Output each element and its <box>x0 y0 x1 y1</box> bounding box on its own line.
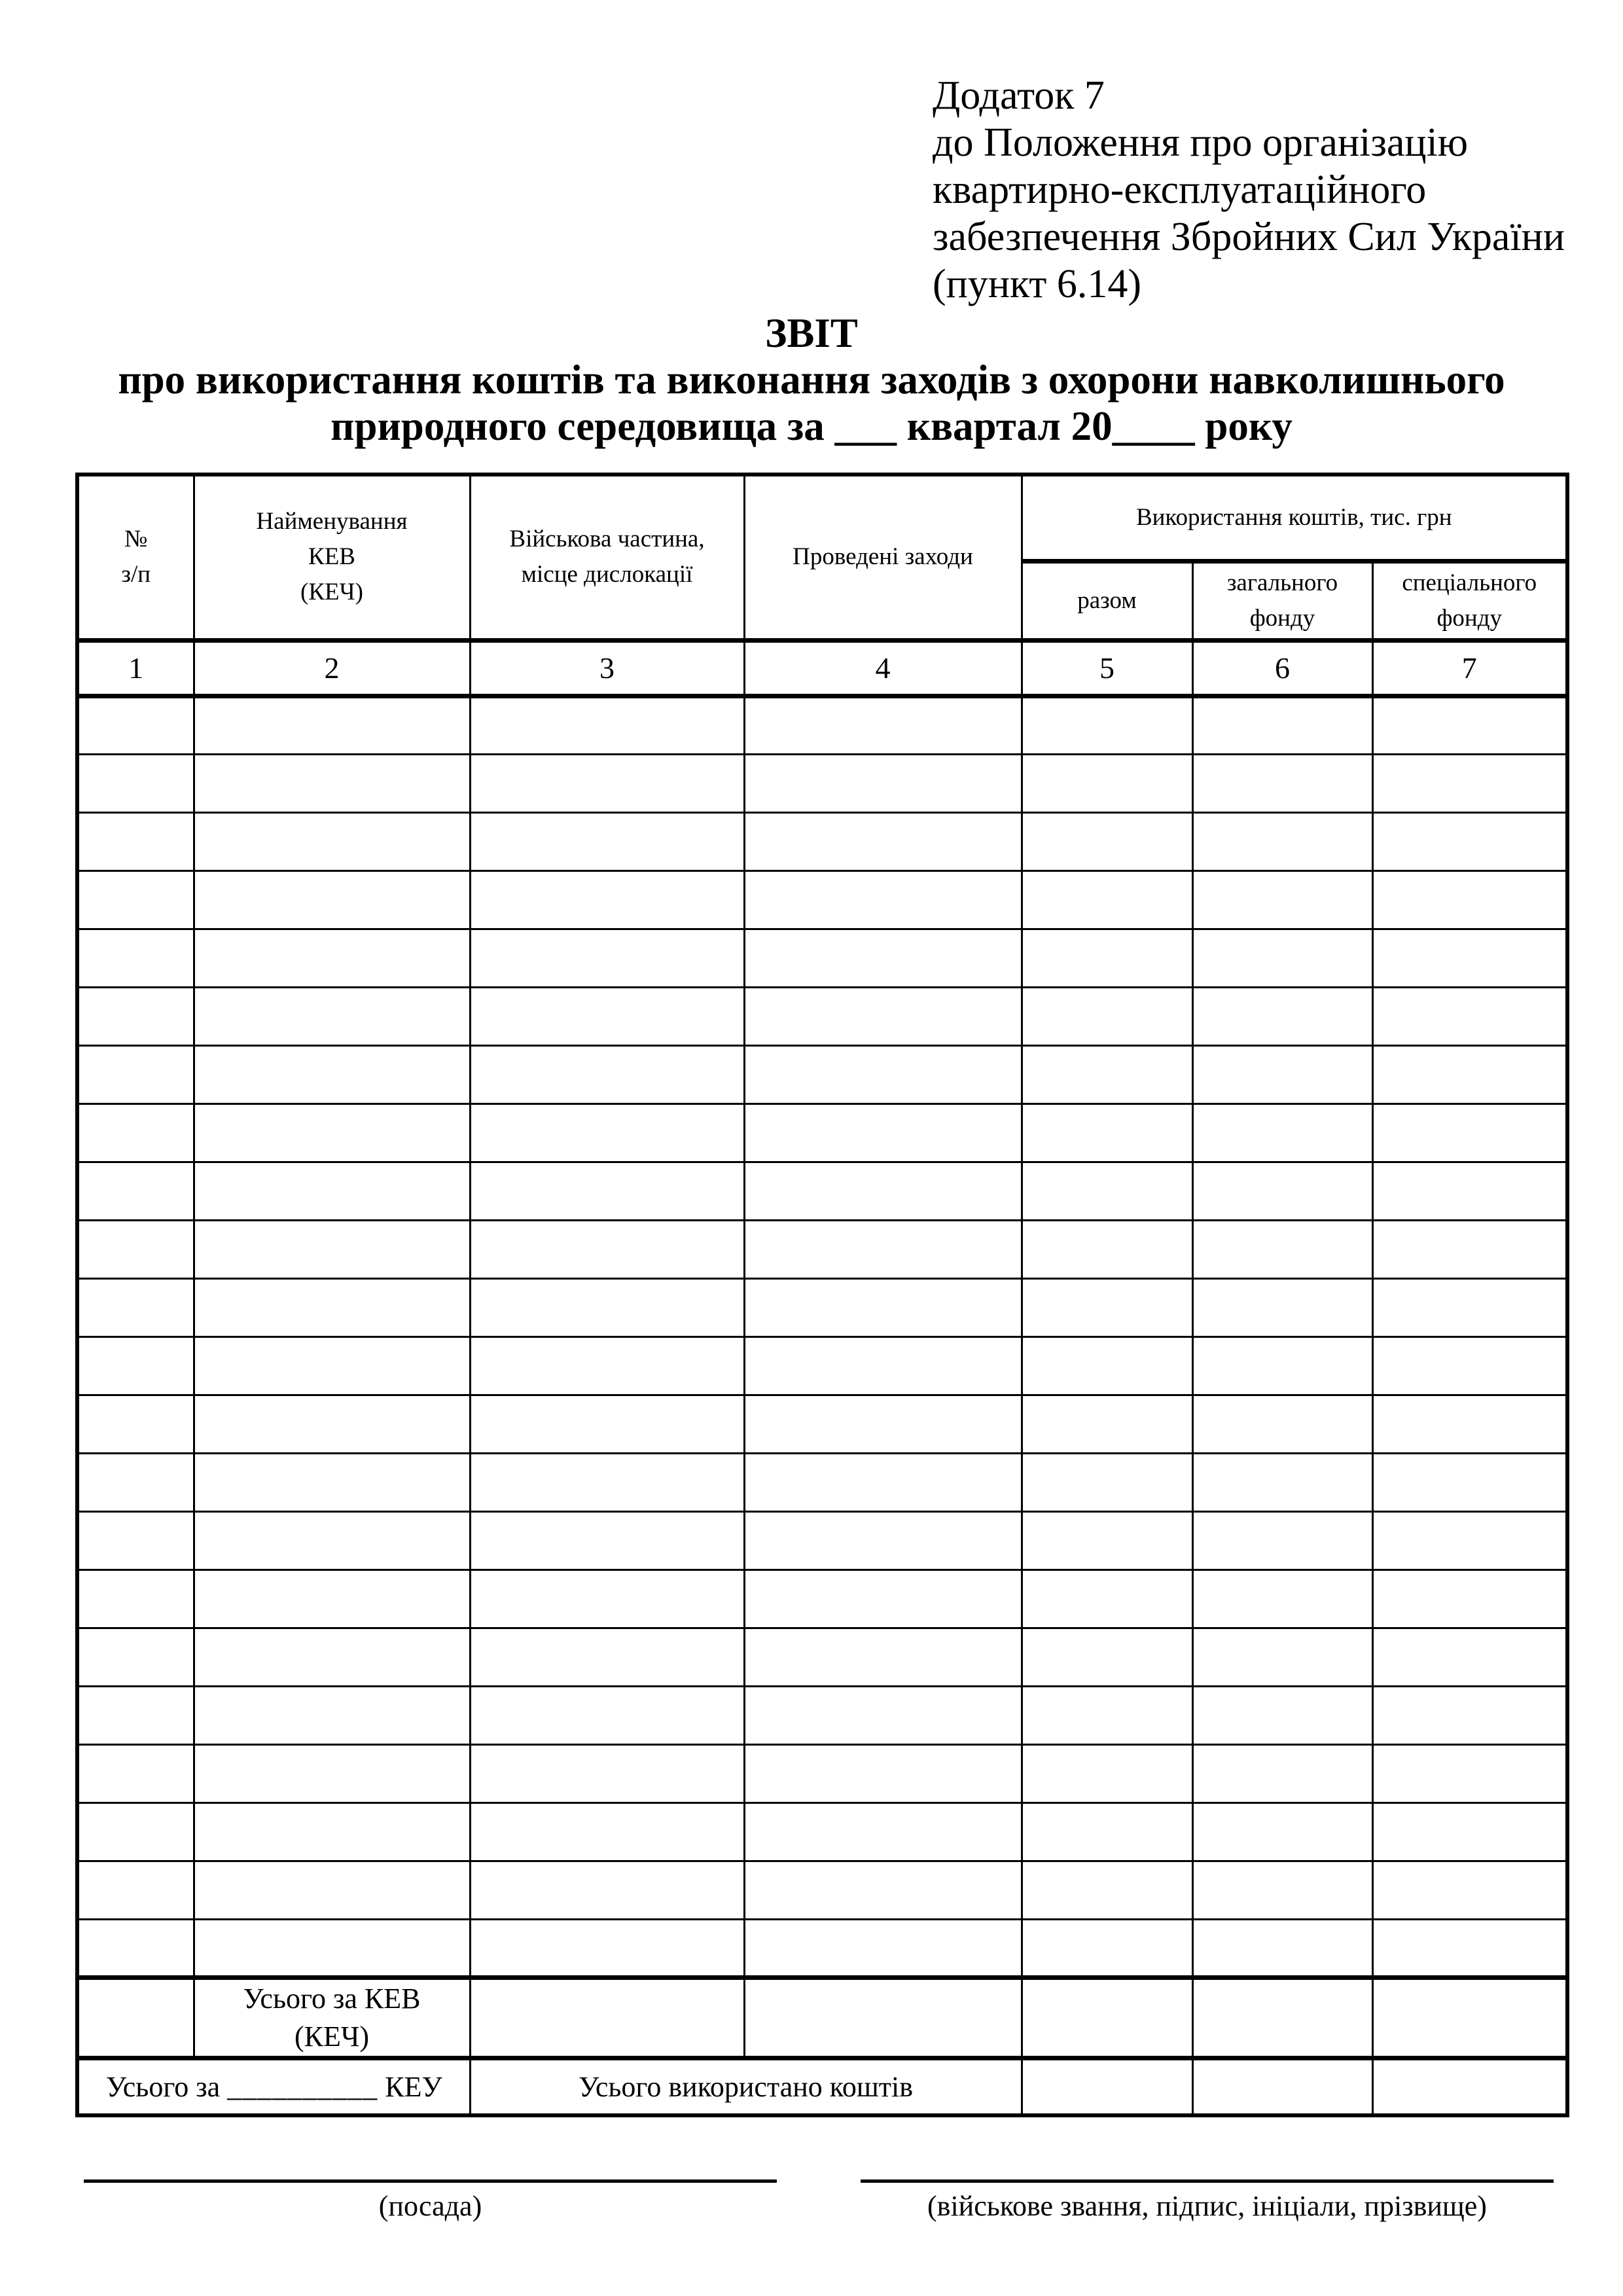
empty-cell <box>77 1336 194 1395</box>
empty-cell <box>1022 1919 1192 1977</box>
header-col-general-fund <box>1192 561 1372 640</box>
empty-cell <box>194 1511 470 1570</box>
empty-cell <box>77 1278 194 1336</box>
empty-cell <box>1192 1395 1372 1453</box>
empty-cell <box>1192 1570 1372 1628</box>
empty-cell <box>194 1220 470 1278</box>
empty-cell <box>470 1278 744 1336</box>
empty-cell <box>744 1103 1022 1162</box>
empty-cell <box>1372 754 1567 812</box>
empty-cell <box>1372 987 1567 1045</box>
total-used-value-special <box>1372 2058 1567 2115</box>
empty-cell <box>470 1103 744 1162</box>
table-row <box>77 812 1567 870</box>
empty-cell <box>194 1278 470 1336</box>
table-row <box>77 987 1567 1045</box>
empty-cell <box>470 1628 744 1686</box>
empty-cell <box>1192 987 1372 1045</box>
empty-cell <box>77 987 194 1045</box>
empty-cell <box>1372 1162 1567 1220</box>
empty-cell <box>744 1686 1022 1744</box>
table-row <box>77 754 1567 812</box>
header-col-special-fund <box>1372 561 1567 640</box>
empty-cell <box>194 1336 470 1395</box>
total-kev-row <box>77 1977 1567 2058</box>
empty-cell <box>744 812 1022 870</box>
empty-cell <box>77 696 194 754</box>
empty-cell <box>194 929 470 987</box>
empty-cell <box>1372 812 1567 870</box>
empty-cell <box>77 1686 194 1744</box>
table-row <box>77 696 1567 754</box>
empty-cell <box>470 1803 744 1861</box>
empty-cell <box>470 1686 744 1744</box>
empty-cell <box>77 1803 194 1861</box>
empty-cell <box>470 754 744 812</box>
empty-cell <box>1372 1045 1567 1103</box>
table-row <box>77 1744 1567 1803</box>
report-title-word: ЗВІТ <box>765 310 858 356</box>
empty-cell <box>1372 1628 1567 1686</box>
empty-cell <box>1372 1336 1567 1395</box>
empty-cell <box>1022 1395 1192 1453</box>
empty-cell <box>1022 1220 1192 1278</box>
total-keu-row <box>77 2058 1567 2115</box>
signature-position-caption: (посада) <box>378 2190 482 2222</box>
header-col-total: разом <box>1022 561 1192 640</box>
table-row <box>77 1861 1567 1919</box>
empty-cell <box>1022 754 1192 812</box>
empty-cell <box>1372 1511 1567 1570</box>
empty-cell <box>1022 696 1192 754</box>
table-row <box>77 1103 1567 1162</box>
empty-cell <box>744 1162 1022 1220</box>
empty-cell <box>77 1919 194 1977</box>
empty-cell <box>77 1103 194 1162</box>
empty-cell <box>744 1336 1022 1395</box>
empty-cell <box>194 1453 470 1511</box>
empty-cell <box>194 1628 470 1686</box>
total-used-value-razom <box>1022 2058 1192 2115</box>
empty-cell <box>77 1453 194 1511</box>
empty-cell <box>470 1220 744 1278</box>
empty-cell <box>194 1395 470 1453</box>
empty-cell <box>1022 1453 1192 1511</box>
header-unit-line1: Військова частина, <box>509 526 705 553</box>
table-row <box>77 1162 1567 1220</box>
empty-cell <box>744 1744 1022 1803</box>
empty-cell <box>1192 696 1372 754</box>
total-used-value-general <box>1192 2058 1372 2115</box>
empty-cell <box>1192 1861 1372 1919</box>
empty-cell <box>470 1919 744 1977</box>
empty-cell <box>77 1220 194 1278</box>
empty-cell <box>194 1103 470 1162</box>
empty-cell <box>1192 1162 1372 1220</box>
total-keu-blank-line: __________ <box>227 2070 378 2103</box>
empty-cell <box>1022 1103 1192 1162</box>
report-title <box>0 310 1623 450</box>
empty-cell <box>744 1570 1022 1628</box>
empty-cell <box>470 696 744 754</box>
total-keu-suffix: КЕУ <box>385 2070 442 2103</box>
column-number-cell-3: 3 <box>470 640 744 696</box>
empty-cell <box>194 1803 470 1861</box>
empty-cell <box>1192 929 1372 987</box>
column-number-cell-1: 1 <box>77 640 194 696</box>
empty-cell <box>470 1336 744 1395</box>
empty-cell <box>1372 1395 1567 1453</box>
empty-cell <box>1022 1336 1192 1395</box>
empty-cell <box>470 1162 744 1220</box>
empty-cell <box>1192 1919 1372 1977</box>
empty-cell <box>77 812 194 870</box>
empty-cell <box>194 1162 470 1220</box>
empty-cell <box>1022 812 1192 870</box>
empty-cell <box>1372 1803 1567 1861</box>
report-title-line-3: природного середовища за ___ квартал 20____ року <box>330 403 1293 449</box>
table-row <box>77 1686 1567 1744</box>
header-col-num <box>77 475 194 640</box>
empty-cell <box>1372 1570 1567 1628</box>
header-col-military-unit <box>470 475 744 640</box>
empty-cell <box>470 870 744 929</box>
empty-cell <box>1022 1628 1192 1686</box>
empty-cell <box>194 1919 470 1977</box>
empty-cell <box>744 1453 1022 1511</box>
empty-cell <box>1022 1803 1192 1861</box>
empty-cell <box>744 1803 1022 1861</box>
empty-cell <box>194 754 470 812</box>
empty-cell <box>1192 1336 1372 1395</box>
appendix-line-4: забезпечення Збройних Сил України <box>933 215 1565 259</box>
empty-cell <box>1192 754 1372 812</box>
header-num-line2: з/п <box>121 561 151 588</box>
empty-cell <box>1022 987 1192 1045</box>
report-title-line-2: про використання коштів та виконання заходів з охорони навколишнього <box>118 357 1505 403</box>
empty-cell <box>1372 929 1567 987</box>
header-num-line1: № <box>124 526 148 553</box>
empty-cell <box>744 870 1022 929</box>
empty-cell <box>1372 1103 1567 1162</box>
empty-cell <box>1372 1278 1567 1336</box>
empty-cell <box>1372 1744 1567 1803</box>
empty-cell <box>744 1278 1022 1336</box>
empty-cell <box>1192 1278 1372 1336</box>
empty-cell <box>470 812 744 870</box>
header-unit-line2: місце дислокації <box>521 561 693 588</box>
empty-cell <box>1372 1220 1567 1278</box>
empty-cell <box>470 987 744 1045</box>
empty-cell <box>1372 1686 1567 1744</box>
empty-cell <box>1022 1744 1192 1803</box>
header-col-kev-name <box>194 475 470 640</box>
empty-cell <box>1022 1861 1192 1919</box>
empty-cell <box>1022 1162 1192 1220</box>
appendix-line-5: (пункт 6.14) <box>933 262 1142 306</box>
empty-cell <box>194 1570 470 1628</box>
empty-cell <box>744 987 1022 1045</box>
signature-rank-name <box>861 2179 1554 2223</box>
empty-cell <box>1022 1686 1192 1744</box>
empty-cell <box>744 1395 1022 1453</box>
empty-cell <box>77 1744 194 1803</box>
empty-cell <box>744 1919 1022 1977</box>
signature-rank-name-caption: (військове звання, підпис, ініціали, прізвище) <box>927 2190 1487 2222</box>
header-row-top <box>77 475 1567 561</box>
empty-cell <box>1192 1045 1372 1103</box>
empty-cell <box>1022 929 1192 987</box>
table-row <box>77 1453 1567 1511</box>
table-row <box>77 1919 1567 1977</box>
empty-cell <box>194 1744 470 1803</box>
empty-cell <box>1192 1103 1372 1162</box>
table-row <box>77 870 1567 929</box>
header-col-measures: Проведені заходи <box>744 475 1022 640</box>
empty-cell <box>77 1511 194 1570</box>
empty-cell <box>1192 1628 1372 1686</box>
empty-cell <box>1192 1744 1372 1803</box>
total-used-label-cell: Усього використано коштів <box>470 2058 1022 2115</box>
header-name-line3: (КЕЧ) <box>300 579 363 606</box>
empty-cell <box>470 1511 744 1570</box>
empty-cell <box>77 1395 194 1453</box>
empty-cell <box>1372 870 1567 929</box>
empty-cell <box>77 1628 194 1686</box>
column-number-cell-5: 5 <box>1022 640 1192 696</box>
empty-cell <box>194 1861 470 1919</box>
total-kev-label-cell <box>194 1977 470 2058</box>
empty-cell <box>744 696 1022 754</box>
empty-cell <box>194 870 470 929</box>
empty-cell <box>77 1570 194 1628</box>
empty-cell <box>470 1045 744 1103</box>
empty-cell <box>194 812 470 870</box>
empty-cell <box>77 1861 194 1919</box>
column-number-cell-7: 7 <box>1372 640 1567 696</box>
table-row <box>77 1336 1567 1395</box>
header-name-line1: Найменування <box>256 508 408 535</box>
empty-cell <box>1372 1453 1567 1511</box>
empty-cell <box>470 1395 744 1453</box>
empty-cell <box>1192 1220 1372 1278</box>
empty-cell <box>744 1861 1022 1919</box>
table-row <box>77 1045 1567 1103</box>
appendix-line-2: до Положення про організацію <box>933 120 1469 165</box>
table-row <box>77 1628 1567 1686</box>
table-body <box>77 696 1567 1977</box>
empty-cell <box>744 1511 1022 1570</box>
empty-cell <box>77 929 194 987</box>
header-general-line2: фонду <box>1249 604 1315 632</box>
column-number-cell-2: 2 <box>194 640 470 696</box>
empty-cell <box>77 1045 194 1103</box>
empty-cell <box>77 1162 194 1220</box>
empty-cell <box>1022 1278 1192 1336</box>
total-kev-value-razom <box>1022 1977 1192 2058</box>
total-kev-empty-cell-4 <box>744 1977 1022 2058</box>
total-kev-value-special <box>1372 1977 1567 2058</box>
empty-cell <box>1022 1511 1192 1570</box>
empty-cell <box>744 1045 1022 1103</box>
header-name-line2: КЕВ <box>308 543 355 571</box>
empty-cell <box>1372 1861 1567 1919</box>
empty-cell <box>194 987 470 1045</box>
empty-cell <box>744 929 1022 987</box>
total-keu-prefix: Усього за <box>105 2070 221 2103</box>
column-number-cell-6: 6 <box>1192 640 1372 696</box>
empty-cell <box>1192 870 1372 929</box>
empty-cell <box>77 870 194 929</box>
total-kev-line2: (КЕЧ) <box>294 2020 370 2053</box>
signature-position <box>84 2179 777 2223</box>
empty-cell <box>194 1045 470 1103</box>
appendix-note <box>933 72 1587 308</box>
column-number-cell-4: 4 <box>744 640 1022 696</box>
header-special-line1: спеціального <box>1402 569 1537 596</box>
total-kev-empty-cell-1 <box>77 1977 194 2058</box>
table-row <box>77 1278 1567 1336</box>
table-row <box>77 1395 1567 1453</box>
empty-cell <box>77 754 194 812</box>
empty-cell <box>1192 812 1372 870</box>
empty-cell <box>1192 1686 1372 1744</box>
appendix-line-1: Додаток 7 <box>933 73 1105 118</box>
empty-cell <box>470 1861 744 1919</box>
empty-cell <box>1372 696 1567 754</box>
header-usage-span: Використання коштів, тис. грн <box>1022 475 1567 561</box>
empty-cell <box>1022 1570 1192 1628</box>
empty-cell <box>1192 1511 1372 1570</box>
appendix-line-3: квартирно-експлуатаційного <box>933 168 1427 212</box>
empty-cell <box>470 1570 744 1628</box>
column-numbers-row <box>77 640 1567 696</box>
empty-cell <box>194 1686 470 1744</box>
header-special-line2: фонду <box>1436 604 1503 632</box>
empty-cell <box>1192 1453 1372 1511</box>
table-row <box>77 1570 1567 1628</box>
header-general-line1: загального <box>1226 569 1338 596</box>
empty-cell <box>470 1744 744 1803</box>
empty-cell <box>1192 1803 1372 1861</box>
table-row <box>77 1803 1567 1861</box>
table-row <box>77 1511 1567 1570</box>
empty-cell <box>744 754 1022 812</box>
empty-cell <box>744 1220 1022 1278</box>
empty-cell <box>744 1628 1022 1686</box>
report-table <box>75 473 1569 2117</box>
empty-cell <box>470 929 744 987</box>
empty-cell <box>470 1453 744 1511</box>
total-kev-line1: Усього за КЕВ <box>243 1982 421 2015</box>
empty-cell <box>194 696 470 754</box>
total-kev-value-general <box>1192 1977 1372 2058</box>
table-row <box>77 1220 1567 1278</box>
total-keu-label-cell <box>77 2058 470 2115</box>
empty-cell <box>1022 1045 1192 1103</box>
empty-cell <box>1022 870 1192 929</box>
total-kev-empty-cell-3 <box>470 1977 744 2058</box>
table-row <box>77 929 1567 987</box>
empty-cell <box>1372 1919 1567 1977</box>
